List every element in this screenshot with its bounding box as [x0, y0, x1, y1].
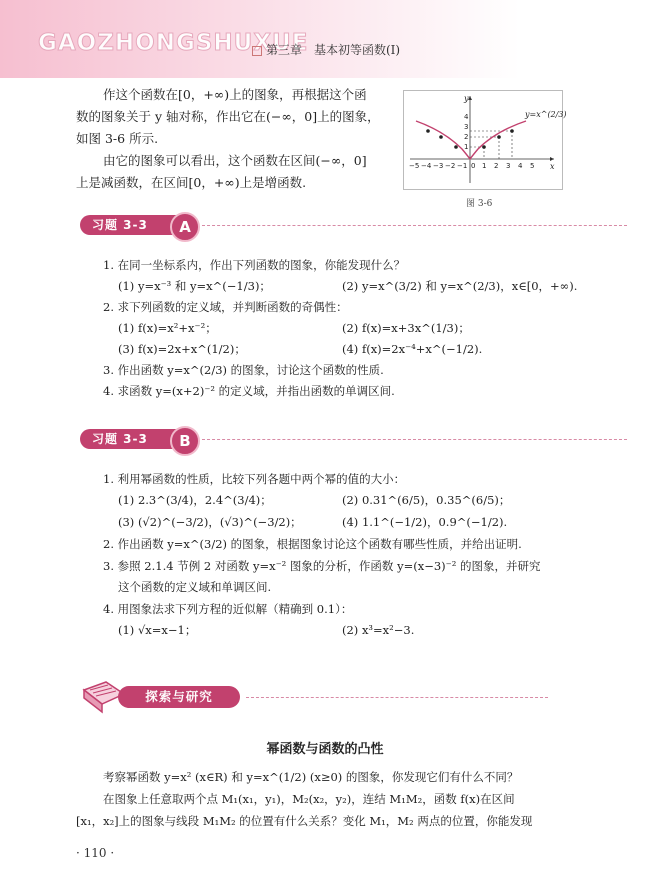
exercise-mark: A: [170, 212, 200, 242]
sub-question: (2) f(x)=x+3x^(1/3)；: [342, 321, 470, 335]
x-axis-arrow: [550, 157, 554, 161]
explore-header: [80, 676, 550, 716]
exercise-mark: B: [170, 426, 200, 456]
question: 2. 求下列函数的定义域，并判断函数的奇偶性：: [103, 300, 348, 314]
x-tick: 1: [482, 162, 487, 170]
square-icon: [252, 46, 262, 56]
header-logo: GAOZHONGSHUXUE: [38, 30, 309, 56]
intro-line: 如图 3-6 所示.: [76, 131, 159, 146]
chapter-title-text: 第三章 基本初等函数(Ⅰ): [266, 43, 401, 57]
curve: [416, 121, 526, 159]
exercise-label: 习题 3-3: [80, 215, 180, 235]
dashed-divider: [246, 697, 548, 698]
intro-line: 上是减函数，在区间[0，+∞)上是增函数.: [76, 175, 307, 190]
x-tick: −5: [409, 162, 420, 170]
x-tick: 2: [494, 162, 499, 170]
sub-question: (3) f(x)=2x+x^(1/2)；: [118, 342, 246, 356]
y-tick: 2: [464, 133, 469, 141]
x-tick: 3: [506, 162, 511, 170]
question: 4. 求函数 y=(x+2)⁻² 的定义域，并指出函数的单调区间.: [103, 384, 395, 398]
question: 3. 作出函数 y=x^(2/3) 的图象，讨论这个函数的性质.: [103, 363, 384, 377]
figure-3-6: [403, 90, 567, 190]
question: 2. 作出函数 y=x^(3/2) 的图象，根据图象讨论这个函数有哪些性质，并给出证明.: [103, 537, 522, 551]
x-tick: 4: [518, 162, 523, 170]
sub-question: (1) f(x)=x²+x⁻²；: [118, 321, 217, 335]
y-tick: 4: [464, 113, 469, 121]
exercise-header-b: [80, 426, 630, 454]
x-tick: −1: [457, 162, 468, 170]
article-title: 幂函数与函数的凸性: [266, 742, 384, 757]
chapter-title: [252, 41, 400, 58]
x-tick: −4: [421, 162, 432, 170]
sub-question: (2) x³=x²−3.: [342, 623, 415, 637]
sub-question: (3) (√2)^(−3/2)，(√3)^(−3/2)；: [118, 515, 302, 529]
x-tick: 0: [471, 162, 476, 170]
sub-question: (4) 1.1^(−1/2)，0.9^(−1/2).: [342, 515, 508, 529]
y-axis-label: y: [464, 94, 469, 103]
sub-question: (1) y=x⁻³ 和 y=x^(−1/3)；: [118, 279, 271, 293]
x-tick: −2: [445, 162, 456, 170]
question: 1. 利用幂函数的性质，比较下列各题中两个幂的值的大小：: [103, 472, 406, 486]
function-graph: [404, 91, 567, 189]
article-line: 考察幂函数 y=x² (x∈R) 和 y=x^(1/2) (x≥0) 的图象，你发现它们有什么不同？: [103, 770, 519, 784]
intro-line: 数的图象关于 y 轴对称，作出它在(−∞，0]上的图象，: [76, 109, 380, 124]
sub-question: (4) f(x)=2x⁻⁴+x^(−1/2).: [342, 342, 483, 356]
curve-label: y=x^(2/3): [525, 110, 567, 119]
dashed-divider: [202, 225, 627, 226]
article-line: 在图象上任意取两个点 M₁(x₁，y₁)，M₂(x₂，y₂)，连结 M₁M₂，函数 f(x)在区间: [103, 792, 515, 806]
intro-line: 作这个函数在[0，+∞)上的图象，再根据这个函: [103, 87, 367, 102]
sub-question: (1) √x=x−1；: [118, 623, 197, 637]
exercise-label: 习题 3-3: [80, 429, 180, 449]
article-line: [x₁，x₂]上的图象与线段 M₁M₂ 的位置有什么关系？变化 M₁，M₂ 两点的位置，你能发现: [76, 814, 533, 828]
question: 1. 在同一坐标系内，作出下列函数的图象，你能发现什么？: [103, 258, 406, 272]
figure-caption: 图 3-6: [466, 199, 493, 209]
sub-question: (2) 0.31^(6/5)，0.35^(6/5)；: [342, 493, 511, 507]
page-number: · 110 ·: [76, 846, 115, 860]
sub-question: (1) 2.3^(3/4)，2.4^(3/4)；: [118, 493, 272, 507]
dashed-divider: [202, 439, 627, 440]
x-axis-label: x: [550, 162, 555, 171]
y-axis-arrow: [468, 96, 472, 100]
intro-line: 由它的图象可以看出，这个函数在区间(−∞，0]: [103, 153, 367, 168]
explore-label: 探索与研究: [118, 686, 240, 708]
x-tick: 5: [530, 162, 535, 170]
y-tick: 1: [464, 143, 469, 151]
x-tick: −3: [433, 162, 444, 170]
question: 3. 参照 2.1.4 节例 2 对函数 y=x⁻² 图象的分析，作函数 y=(x−3)⁻² 的图象，并研究: [103, 559, 541, 573]
sub-question: (2) y=x^(3/2) 和 y=x^(2/3)，x∈[0，+∞).: [342, 279, 578, 293]
question: 4. 用图象法求下列方程的近似解（精确到 0.1）：: [103, 602, 353, 616]
exercise-header-a: [80, 212, 630, 240]
y-tick: 3: [464, 123, 469, 131]
question-continuation: 这个函数的定义域和单调区间.: [118, 580, 272, 594]
